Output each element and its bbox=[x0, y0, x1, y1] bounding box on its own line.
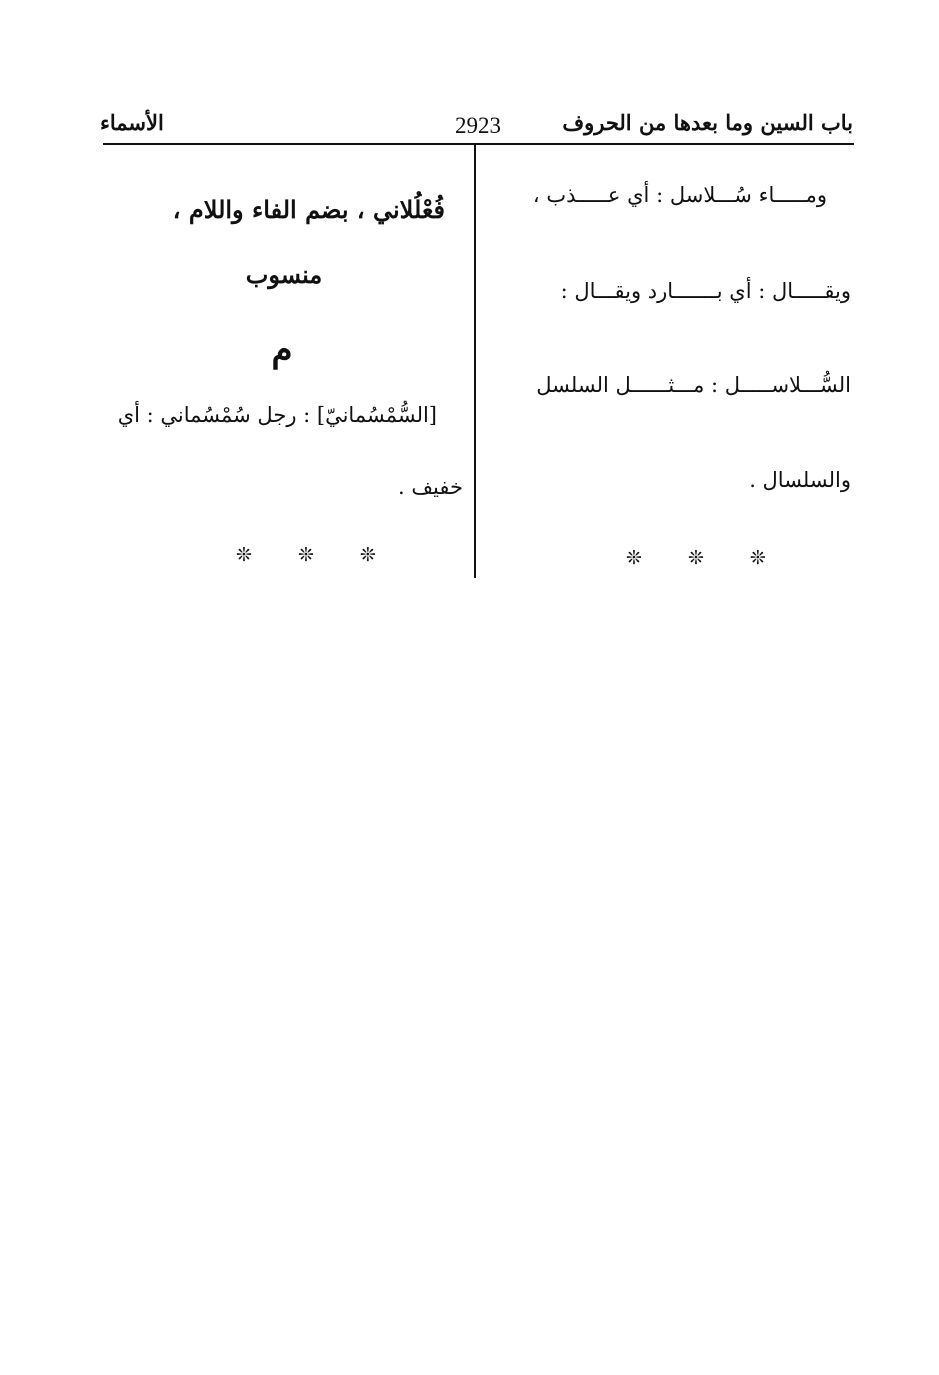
pattern-subheading: منسوب bbox=[245, 260, 323, 289]
entry-line: خفيف . bbox=[397, 475, 463, 499]
running-header-section-title: باب السين وما بعدها من الحروف bbox=[562, 110, 853, 135]
running-header-category: الأسماء bbox=[100, 110, 164, 135]
section-separator: ❊ ❊ ❊ bbox=[626, 547, 786, 569]
letter-heading: م bbox=[271, 330, 293, 370]
right-column-line: ويقـــــال : أي بـــــــارد ويقـــال : bbox=[560, 279, 851, 303]
column-divider bbox=[474, 145, 476, 578]
right-column-line: والسلسال . bbox=[749, 468, 851, 492]
right-column-line: السُّـــلاســـــل : مـــثــــــل السلسل bbox=[536, 373, 851, 397]
entry-line: [السُّمْسُمانيّ] : رجل سُمْسُماني : أي bbox=[117, 403, 437, 427]
right-column-line: ومـــــاء سُـــلاسل : أي عـــــذب ، bbox=[532, 183, 827, 207]
pattern-heading: فُعْلُلاني ، بضم الفاء واللام ، bbox=[172, 195, 445, 224]
header-rule bbox=[103, 143, 854, 145]
section-separator: ❊ ❊ ❊ bbox=[236, 544, 396, 566]
page-number: 2923 bbox=[455, 113, 501, 138]
